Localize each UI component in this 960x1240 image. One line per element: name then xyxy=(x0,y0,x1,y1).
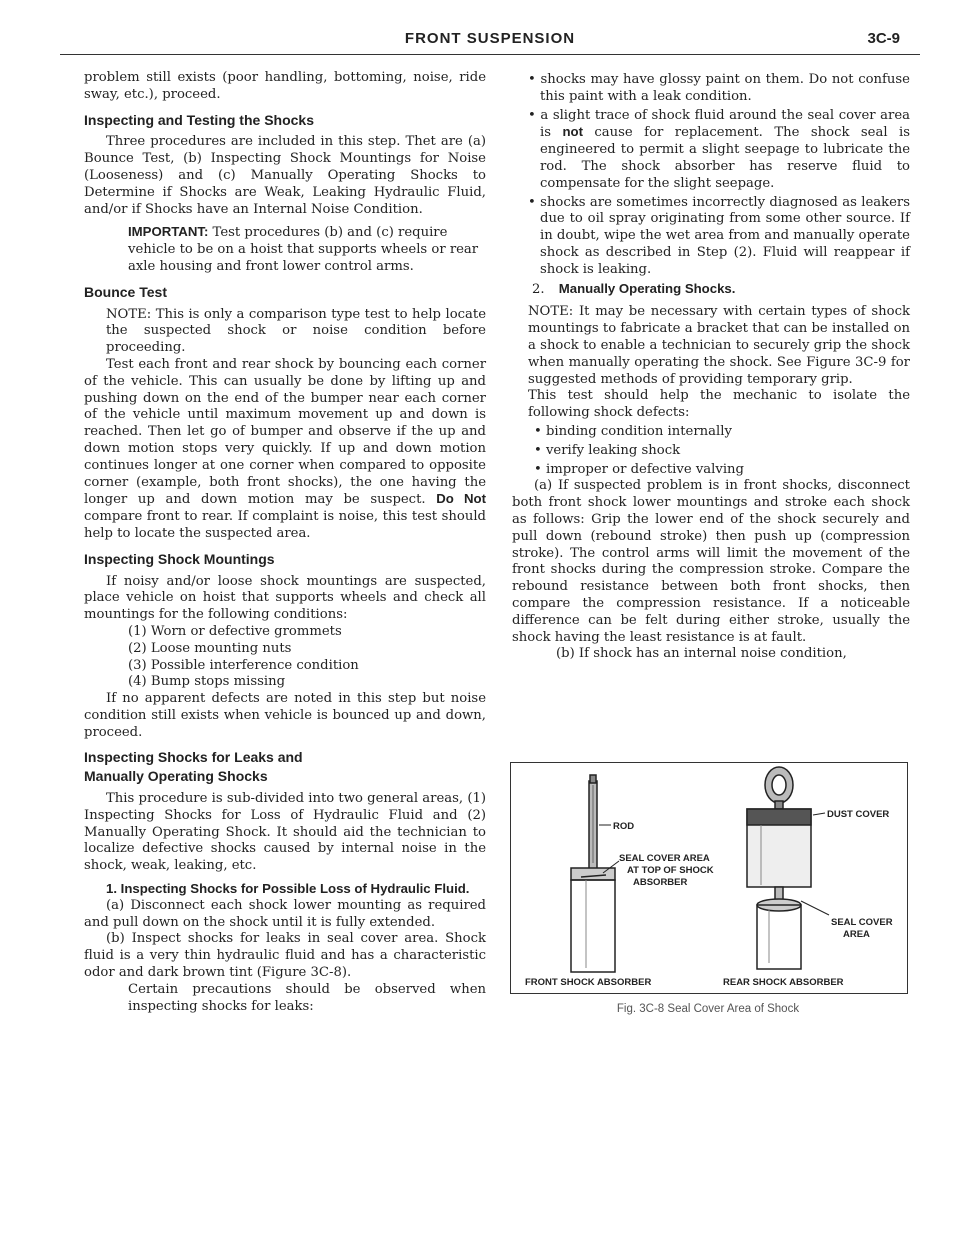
paragraph: This procedure is sub-divided into two general areas, (1) Inspecting Shocks for Loss of Hydraulic Fluid and (2) Manually Operating Shock. It should aid the technician to localize defective shocks caused by internal noise in the shock, weak, leaking, etc. xyxy=(84,791,486,874)
front-shock-drawing xyxy=(571,775,615,972)
important-text: Test procedures (b) and (c) require vehicle to be on a hoist that supports wheels or rear axle housing and front lower control arms. xyxy=(128,225,479,274)
paragraph: If noisy and/or loose shock mountings are suspected, place vehicle on hoist that supports wheels and check all mountings for the following conditions: xyxy=(84,573,486,623)
label-seal-front-2: AT TOP OF SHOCK xyxy=(627,865,714,876)
paragraph xyxy=(84,357,486,543)
figure-caption: Fig. 3C-8 Seal Cover Area of Shock xyxy=(616,1003,800,1015)
list-item: (2) Loose mounting nuts xyxy=(128,640,292,656)
rear-shock-drawing xyxy=(747,767,811,969)
step-number: 2. xyxy=(532,281,545,297)
left-column xyxy=(84,70,486,1015)
heading-inspecting-testing: Inspecting and Testing the Shocks xyxy=(84,111,314,128)
paragraph: Certain precautions should be observed when inspecting shocks for leaks: xyxy=(128,981,486,1014)
paragraph: (b) Inspect shocks for leaks in seal cover area. Shock fluid is a very thin hydraulic fluid and has a characteristic odor and dark brown tint (Figure 3C-8). xyxy=(84,931,486,981)
heading-manually-operating: Manually Operating Shocks xyxy=(84,768,268,785)
bullet-item: • improper or defective valving xyxy=(534,462,910,479)
text: a slight trace of shock fluid around the seal cover area is xyxy=(540,107,910,141)
label-seal-front-1: SEAL COVER AREA xyxy=(619,853,710,864)
note: NOTE: It may be necessary with certain types of shock mountings to fabricate a bracket that can be installed on a shock to enable a technician to securely grip the shock when manually operating the shock. See Figure 3C-9 for suggested methods of providing temporary grip. xyxy=(528,304,910,387)
note: NOTE: This is only a comparison type test to help locate the suspected shock or noise condition before proceeding. xyxy=(106,306,486,356)
bullet-item: • binding condition internally xyxy=(534,424,910,441)
text: compare front to rear. If complaint is noise, this test should help to locate the suspected area. xyxy=(84,509,486,541)
label-seal-rear-1: SEAL COVER xyxy=(831,917,893,928)
text: cause for replacement. The shock seal is engineered to permit a slight seepage to lubricate the rod. The shock absorber has reserve fluid to compensate for the slight seepage. xyxy=(540,125,910,191)
figure-seal-cover xyxy=(510,762,908,994)
heading-inspecting-mountings: Inspecting Shock Mountings xyxy=(84,550,275,567)
paragraph: (a) If suspected problem is in front shocks, disconnect both front shock lower mountings and stroke each shock as follows: Grip the lower end of the shock securely and pull down (rebound stroke) then push up (compression stroke). The control arms will limit the movement of the front shocks during the compression stroke. Compare the rebound resistance between both front shocks, then compare the compression resistance. If a noticeable difference can be felt during either stroke, usually the shock having the least resistance is at fault. xyxy=(512,478,910,645)
step-1-heading: 1. Inspecting Shocks for Possible Loss of Hydraulic Fluid. xyxy=(106,881,470,897)
page-number: 3C-9 xyxy=(867,30,900,47)
paragraph: Three procedures are included in this step. Thet are (a) Bounce Test, (b) Inspecting Shock Mountings for Noise (Looseness) and (c) Manually Operating Shocks to Determine if Shocks are Weak, Leaking Hydraulic Fluid, and/or if Shocks have an Internal Noise Condition. xyxy=(84,134,486,217)
paragraph: (a) Disconnect each shock lower mounting as required and pull down on the shock until it is fully extended. xyxy=(84,897,486,930)
header-rule xyxy=(60,54,920,55)
section-title: FRONT SUSPENSION xyxy=(404,30,576,47)
paragraph: This test should help the mechanic to isolate the following shock defects: xyxy=(528,388,910,421)
paragraph: If no apparent defects are noted in this step but noise condition still exists when vehicle is bounced up and down, proceed. xyxy=(84,691,486,740)
label-seal-rear-2: AREA xyxy=(843,929,870,940)
label-front-shock: FRONT SHOCK ABSORBER xyxy=(525,977,652,988)
list-item: (1) Worn or defective grommets xyxy=(128,623,342,639)
paragraph: problem still exists (poor handling, bottoming, noise, ride sway, etc.), proceed. xyxy=(84,70,486,102)
emphasis-do-not: Do Not xyxy=(436,491,486,507)
step-title: Manually Operating Shocks. xyxy=(558,280,736,296)
label-rod: ROD xyxy=(613,821,635,832)
label-dust-cover: DUST COVER xyxy=(827,809,890,820)
important-note xyxy=(128,224,486,275)
step-2-heading xyxy=(532,281,910,299)
label-seal-front-3: ABSORBER xyxy=(633,877,688,888)
shock-diagram xyxy=(511,763,907,993)
bullet-item: • shocks may have glossy paint on them. Do not confuse this paint with a leak condition. xyxy=(528,72,910,106)
emphasis-not: not xyxy=(562,124,583,140)
bullet-item xyxy=(528,108,910,193)
heading-leaks: Inspecting Shocks for Leaks and xyxy=(84,749,303,766)
important-label: IMPORTANT: xyxy=(128,224,209,240)
page-header xyxy=(60,30,920,52)
bullet-item: • verify leaking shock xyxy=(534,443,910,460)
text: Test each front and rear shock by bouncing each corner of the vehicle. This can usually be done by lifting up and pushing down on the end of the bumper near each corner of the vehicle until maximum movement up and down is reached. Then let go of bumper and observe if the up and down motion stops very quickly. If up and down motion continues longer at one corner when compared to opposite corner (example, both front shocks), the one having the longer up and down motion may be suspect. xyxy=(84,356,486,508)
right-column xyxy=(512,70,910,663)
label-rear-shock: REAR SHOCK ABSORBER xyxy=(723,977,844,988)
list-item: (3) Possible interference condition xyxy=(128,657,359,673)
heading-bounce-test: Bounce Test xyxy=(84,283,167,300)
list-item: (4) Bump stops missing xyxy=(128,674,286,690)
paragraph: (b) If shock has an internal noise condition, xyxy=(556,646,847,662)
bullet-item: • shocks are sometimes incorrectly diagnosed as leakers due to oil spray originating from some other source. If in doubt, wipe the wet area from and manually operate shock as described in Step (2). Fluid will reappear if shock is leaking. xyxy=(528,195,910,279)
